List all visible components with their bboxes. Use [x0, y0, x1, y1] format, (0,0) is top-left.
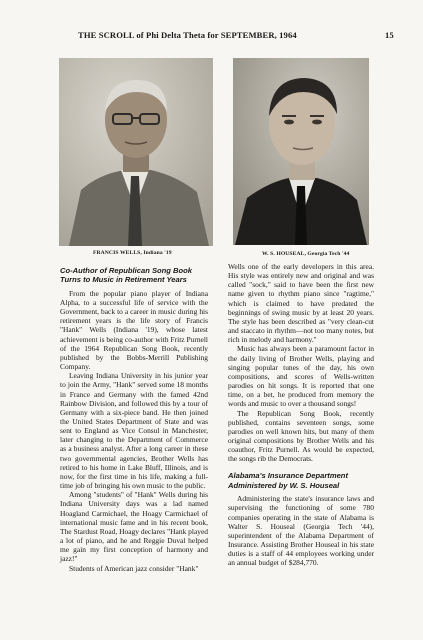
article-column-left: [60, 262, 208, 573]
page-number: 15: [385, 30, 394, 40]
article1-headline-line2: Turns to Music in Retirement Years: [60, 275, 187, 285]
running-title: THE SCROLL of Phi Delta Theta for SEPTEMBER, 1964: [78, 30, 297, 40]
photo-caption-left: FRANCIS WELLS, Indiana '19: [93, 250, 172, 256]
article1-headline: [60, 266, 208, 285]
article1-paragraph: The Republican Song Book, recently published, contains seventeen songs, some parodies on well known hits, but many of them original compositions by Brother Wells and his coauthor, Fritz Purnell. As would be expected, the songs rib the Democrats.: [228, 408, 374, 464]
article1-paragraph: Music has always been a paramount factor in the daily living of Brother Wells, playing and singing popular tunes of the day, his own compositions, and scores of Wells-written parodies on hit songs. It is reported that one time, on a bet, he produced from memory the words and music to over a thousand songs!: [228, 344, 374, 409]
article2-headline-line1: Alabama's Insurance Department: [228, 471, 348, 481]
article-column-right: [228, 262, 374, 568]
portrait-photo-ws-houseal: [233, 58, 369, 245]
article1-headline-line1: Co-Author of Republican Song Book: [60, 266, 193, 275]
article1-paragraph: Among "students" of "Hank" Wells during his Indiana University days was a lad named Hoagland Carmichael, the Hoagy Carmichael of international music fame and in his recent book, The Stardust Road, Hoagy declares "Hank played a lot of piano, and he and Reggie Duval helped me gain my first conception of harmony and jazz!": [60, 490, 208, 564]
article1-paragraph: From the popular piano player of Indiana Alpha, to a successful life of service with the Government, back to a career in music during his retirement years is the life story of Francis "Hank" Wells (Indiana '19), whose latest achievement is being co-author with Fritz Purnell of the 1964 Republican Song Book, recently published by the Bobbs-Merrill Publishing Company.: [60, 288, 208, 372]
portrait-photo-francis-wells: [59, 58, 213, 246]
article1-paragraph-continuation: Wells one of the early developers in this area. His style was entirely new and original and was called "sock," said to have been the first new name given to rhythm piano since "ragtime," which is claimed to have predated the beginnings of swing music by at least 20 years. The style has been described as "very clean-cut and staccato in rhythm—not too many notes, but rich in melody and harmony.": [228, 262, 374, 345]
article1-paragraph: Leaving Indiana University in his junior year to join the Army, "Hank" served some 18 months in France and Germany with the famed 42nd Rainbow Division, and followed this by a tour of Germany with a six-piece band. He then joined the United States Department of State and was sent to England as Vice Consul in Manchester, later changing to the Department of Commerce as a business analyst. After a long career in these two governmental agencies, Brother Wells has retired to his home in Lake Bluff, Illinois, and is now, for the first time in his life, making a full-time job of bringing his own music to the public.: [60, 371, 208, 491]
article2-headline-line2: Administered by W. S. Houseal: [228, 480, 340, 490]
photo-caption-right: W. S. HOUSEAL, Georgia Tech '44: [262, 251, 350, 257]
article2-paragraph: Administering the state's insurance laws and supervising the functioning of some 780 companies operating in the state of Alabama is Walter S. Houseal (Georgia Tech '44), superintendent of the Alabama Department of Insurance. Assisting Brother Houseal in his state duties is a staff of 44 employees working under an annual budget of $284,770.: [228, 494, 374, 568]
article2-headline: [228, 471, 374, 490]
article1-paragraph-continued: Students of American jazz consider "Hank": [69, 563, 199, 573]
